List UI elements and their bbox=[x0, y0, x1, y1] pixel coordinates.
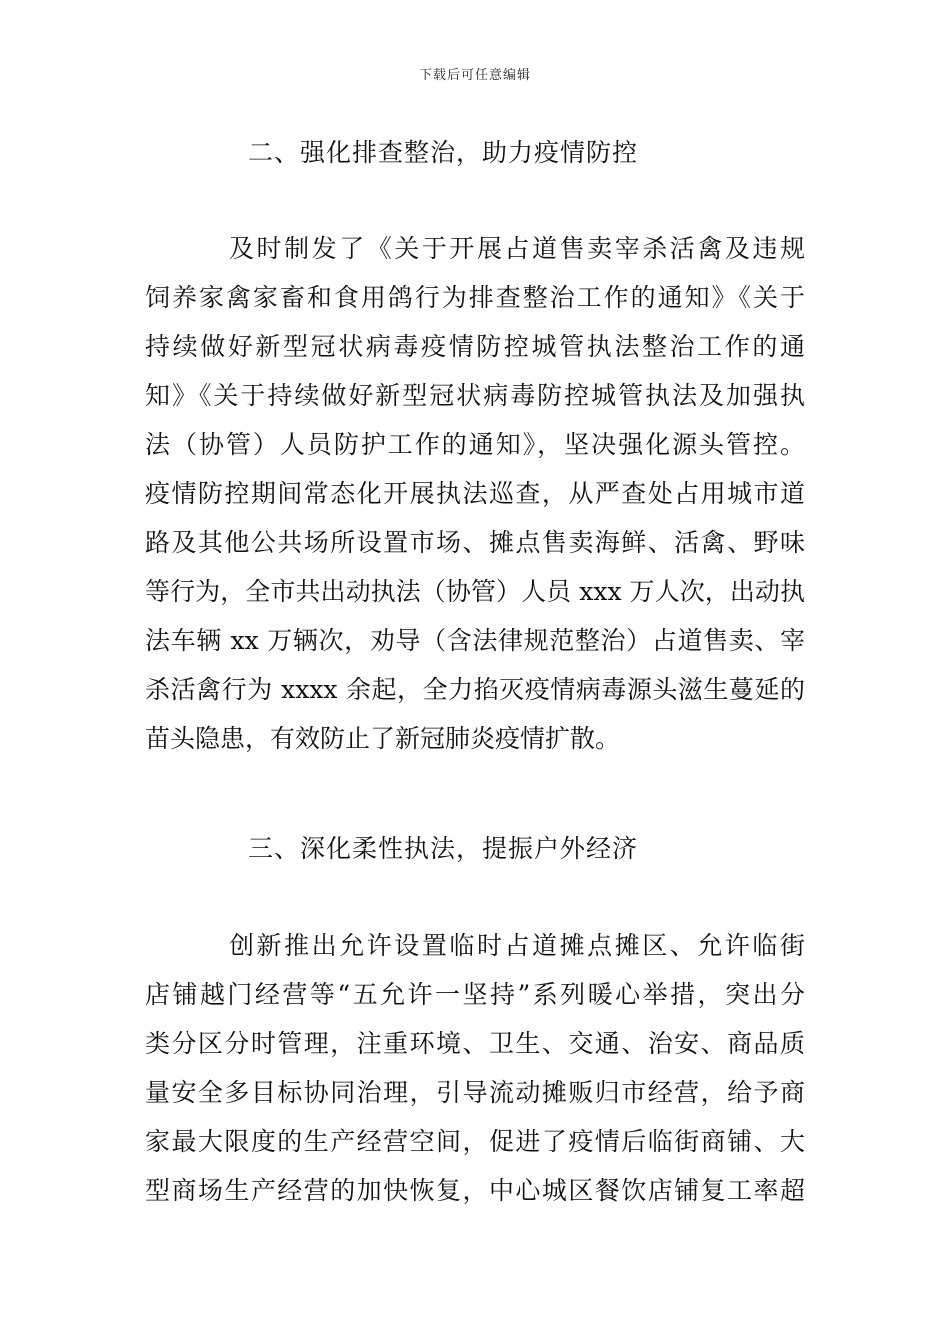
paragraph-line: 家最大限度的生产经营空间，促进了疫情后临街商铺、大 bbox=[145, 1127, 805, 1156]
paragraph-line: 店铺越门经营等“五允许一坚持”系列暖心举措，突出分 bbox=[145, 980, 805, 1009]
paragraph-line: 饲养家禽家畜和食用鸽行为排查整治工作的通知》《关于 bbox=[145, 283, 805, 312]
section-heading-2: 二、强化排查整治，助力疫情防控 bbox=[248, 138, 639, 167]
section-heading-3: 三、深化柔性执法，提振户外经济 bbox=[248, 834, 639, 863]
paragraph-line: 杀活禽行为 xxxx 余起，全力掐灭疫情病毒源头滋生蔓延的 bbox=[145, 675, 805, 704]
paragraph-line: 类分区分时管理，注重环境、卫生、交通、治安、商品质 bbox=[145, 1029, 805, 1058]
page-header: 下载后可任意编辑 bbox=[418, 68, 531, 83]
paragraph-line: 量安全多目标协同治理，引导流动摊贩归市经营，给予商 bbox=[145, 1078, 805, 1107]
paragraph-line: 路及其他公共场所设置市场、摊点售卖海鲜、活禽、野味 bbox=[145, 528, 805, 557]
paragraph-line: 疫情防控期间常态化开展执法巡查，从严查处占用城市道 bbox=[145, 479, 805, 508]
paragraph-line: 及时制发了《关于开展占道售卖宰杀活禽及违规 bbox=[229, 234, 805, 263]
paragraph-line: 法车辆 xx 万辆次，劝导（含法律规范整治）占道售卖、宰 bbox=[145, 626, 805, 655]
paragraph-line: 创新推出允许设置临时占道摊点摊区、允许临街 bbox=[229, 931, 805, 960]
paragraph-line: 等行为，全市共出动执法（协管）人员 xxx 万人次，出动执 bbox=[145, 577, 805, 606]
section-paragraph-2 bbox=[145, 224, 805, 763]
paragraph-line: 持续做好新型冠状病毒疫情防控城管执法整治工作的通 bbox=[145, 332, 805, 361]
section-paragraph-3 bbox=[145, 921, 805, 1215]
paragraph-line: 型商场生产经营的加快恢复，中心城区餐饮店铺复工率超 bbox=[145, 1176, 805, 1205]
paragraph-line: 法（协管）人员防护工作的通知》，坚决强化源头管控。 bbox=[145, 430, 805, 459]
paragraph-line: 苗头隐患，有效防止了新冠肺炎疫情扩散。 bbox=[145, 724, 621, 753]
paragraph-line: 知》《关于持续做好新型冠状病毒防控城管执法及加强执 bbox=[145, 381, 805, 410]
